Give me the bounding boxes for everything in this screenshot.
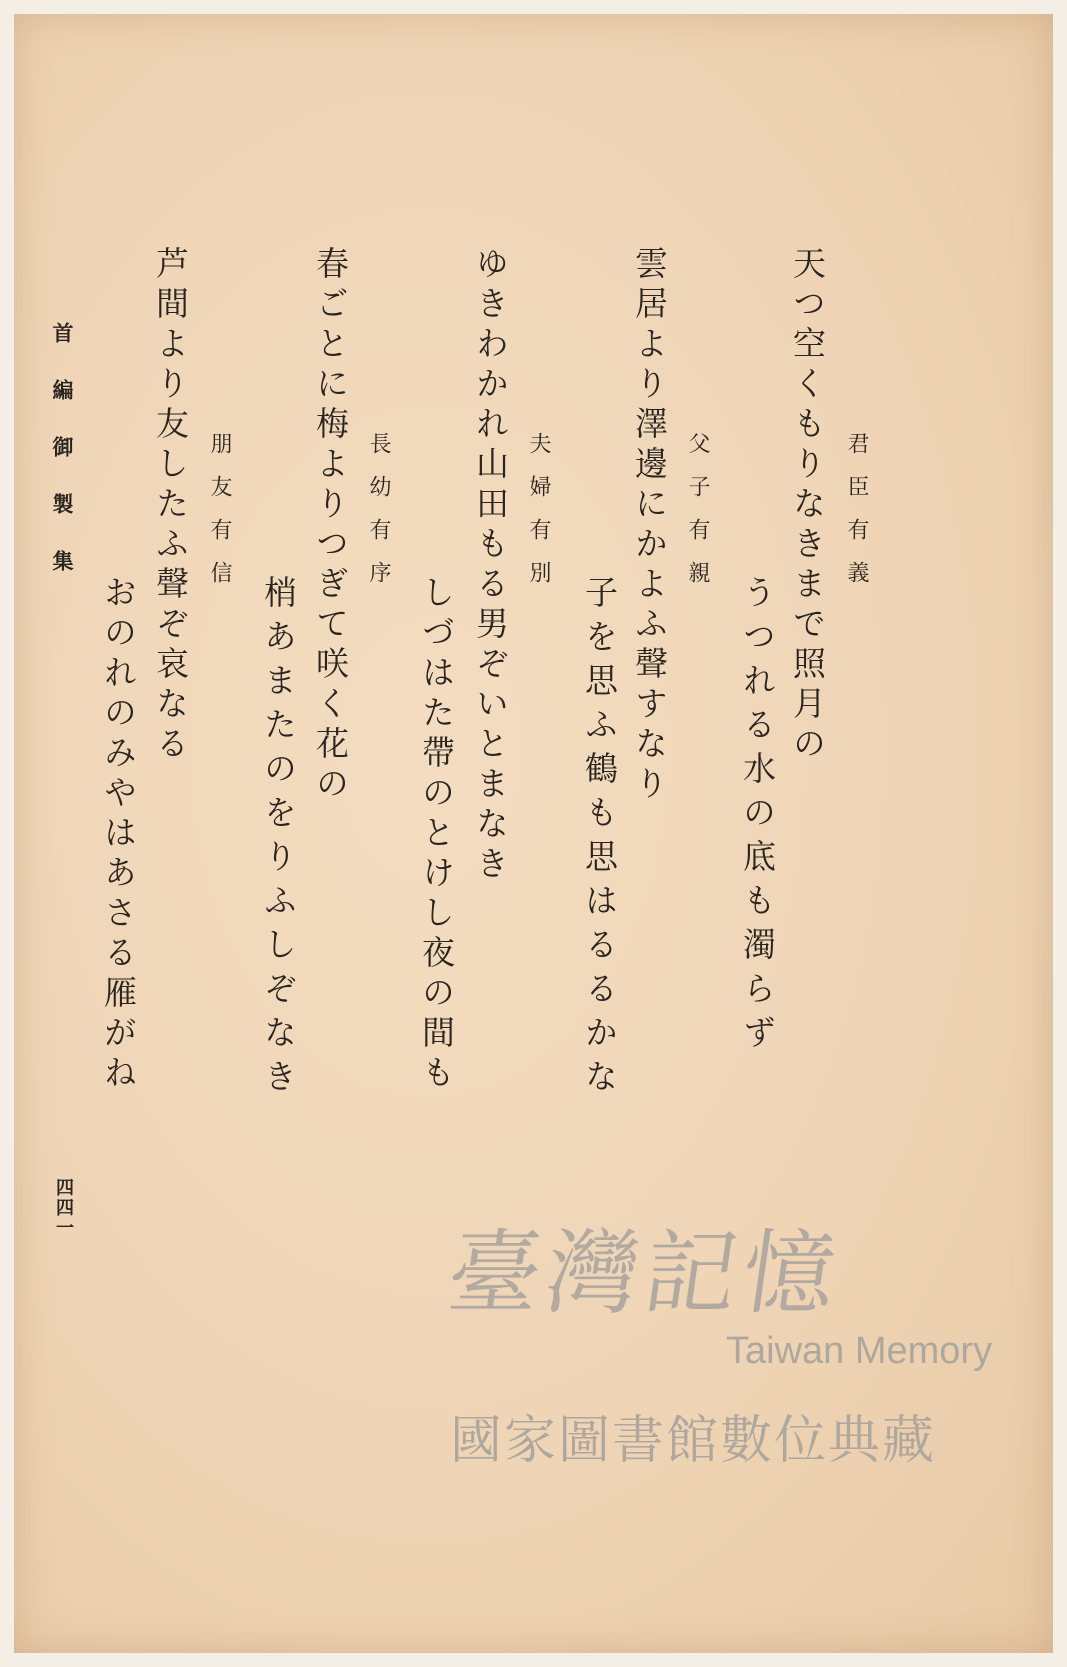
- poem-1-lower: うつれる水の底も濁らず: [738, 575, 777, 1059]
- poem-2-upper: 雲居より澤邊にかよふ聲すなり: [630, 246, 669, 806]
- watermark-subtitle-cn: 國家圖書館數位典藏: [450, 1411, 937, 1471]
- page-number: 四四一: [53, 1178, 74, 1238]
- poem-4-upper: 春ごとに梅よりつぎて咲く花の: [311, 246, 350, 806]
- heading-chouyou: 長幼有序: [366, 432, 391, 604]
- poem-4-lower: 梢あまたのをりふしぞなき: [259, 575, 298, 1103]
- heading-fufu: 夫婦有別: [526, 432, 551, 604]
- watermark-subtitle-en: Taiwan Memory: [726, 1330, 993, 1372]
- heading-fushi: 父子有親: [685, 432, 710, 604]
- watermark-title: 臺灣記憶: [441, 1220, 849, 1327]
- poem-3-upper: ゆきわかれ山田もる男ぞいとまなき: [471, 246, 510, 886]
- heading-houyuu: 朋友有信: [207, 432, 232, 604]
- poem-3-lower: しづはた帶のとけし夜の間も: [417, 575, 456, 1095]
- poem-2-lower: 子を思ふ鶴も思はるるかな: [580, 575, 619, 1103]
- poem-5-upper: 芦間より友したふ聲ぞ哀なる: [151, 246, 190, 766]
- book-title-margin: 首編御製集: [50, 322, 75, 607]
- watermark: [441, 1180, 1010, 1540]
- poem-1-upper: 天つ空くもりなきまで照月の: [788, 246, 827, 766]
- poem-5-lower: おのれのみやはあさる雁がね: [99, 575, 138, 1095]
- heading-kunshin: 君臣有義: [844, 432, 869, 604]
